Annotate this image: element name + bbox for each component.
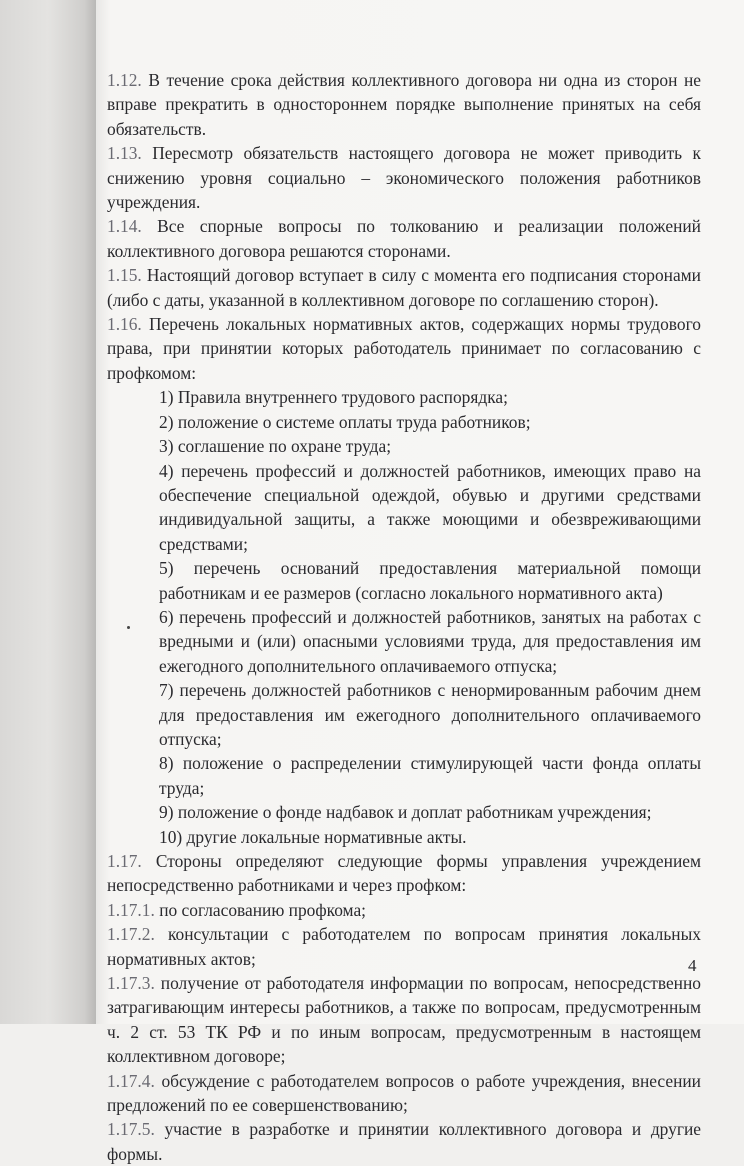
clause-text: Настоящий договор вступает в силу с момента его подписания сторонами (либо с даты, указанной в коллективном договоре по соглашению сторон). (107, 265, 701, 310)
list-item: 2) положение о системе оплаты труда работников; (159, 411, 531, 432)
clause-text: Стороны определяют следующие формы управления учреждением непосредственно работниками и через профком: (107, 851, 701, 896)
list-item: 8) положение о распределении стимулирующей части фонда оплаты труда; (159, 753, 701, 798)
clause-number: 1.17.2. (107, 924, 155, 945)
clause-paragraph (107, 1069, 701, 1118)
clause-paragraph (107, 214, 701, 263)
clause-number: 1.17. (107, 851, 142, 871)
clause-text: Перечень локальных нормативных актов, содержащих нормы трудового права, при принятии которых работодатель принимает по согласованию с профкомом: (107, 314, 701, 383)
document-body (107, 68, 701, 1166)
clause-number: 1.12. (107, 70, 142, 90)
clause-paragraph (107, 312, 701, 385)
clause-text: обсуждение с работодателем вопросов о работе учреждения, внесении предложений по ее совершенствованию; (107, 1070, 701, 1116)
clause-paragraph (107, 68, 701, 141)
clause-text: участие в разработке и принятии коллективного договора и другие формы. (107, 1119, 701, 1164)
clause-text: консультации с работодателем по вопросам принятия локальных нормативных актов; (107, 924, 701, 969)
clause-number: 1.17.4. (107, 1070, 155, 1091)
clause-paragraph (107, 849, 701, 898)
clause-number: 1.17.1. (107, 899, 155, 920)
clause-number: 1.13. (107, 143, 142, 164)
clause-paragraph (107, 141, 701, 214)
clause-text: получение от работодателя информации по вопросам, непосредственно затрагивающим интересы работников, а также по вопросам, предусмотренным ч. 2 ст. 53 ТК РФ и по иным вопросам, предусмотренным в настоящем коллективном договоре; (107, 973, 701, 1067)
clause-number: 1.17.5. (107, 1119, 155, 1140)
clause-text: по согласованию профкома; (159, 899, 366, 920)
list-item: 4) перечень профессий и должностей работников, имеющих право на обеспечение специальной одеждой, обувью и другими средствами индивидуальной защиты, а также моющими и обезвреживающими средствами; (159, 460, 701, 554)
list-item: 1) Правила внутреннего трудового распорядка; (159, 387, 508, 408)
list-item: 9) положение о фонде надбавок и доплат работникам учреждения; (159, 802, 652, 823)
clause-text: В течение срока действия коллективного договора ни одна из сторон не вправе прекратить в одностороннем порядке выполнение принятых на себя обязательств. (107, 70, 701, 139)
list-item: 6) перечень профессий и должностей работников, занятых на работах с вредными и (или) опасными условиями труда, для предоставления им ежегодного дополнительного оплачиваемого отпуска; (159, 606, 701, 676)
list-item: 3) соглашение по охране труда; (159, 436, 392, 457)
list-item: 5) перечень оснований предоставления материальной помощи работникам и ее размеров (согласно локального нормативного акта) (159, 558, 701, 603)
clause-paragraph (107, 971, 701, 1069)
clause-paragraph (107, 898, 701, 922)
clause-paragraph (107, 1117, 701, 1166)
clause-paragraph (107, 922, 701, 971)
clause-number: 1.14. (107, 216, 142, 237)
page-number: 4 (688, 956, 697, 975)
left-margin-adjacent-page (0, 0, 96, 1024)
clause-number: 1.15. (107, 265, 142, 286)
list-item: 10) другие локальные нормативные акты. (159, 826, 467, 847)
clause-text: Все спорные вопросы по толкованию и реализации положений коллективного договора решаются сторонами. (107, 216, 701, 261)
clause-text: Пересмотр обязательств настоящего договора не может приводить к снижению уровня социально – экономического положения работников учреждения. (107, 143, 701, 213)
list-item: 7) перечень должностей работников с ненормированным рабочим днем для предоставления им ежегодного дополнительного оплачиваемого отпуска; (159, 680, 701, 749)
clause-number: 1.16. (107, 314, 142, 335)
clause-number: 1.17.3. (107, 973, 155, 994)
clause-paragraph (107, 263, 701, 312)
